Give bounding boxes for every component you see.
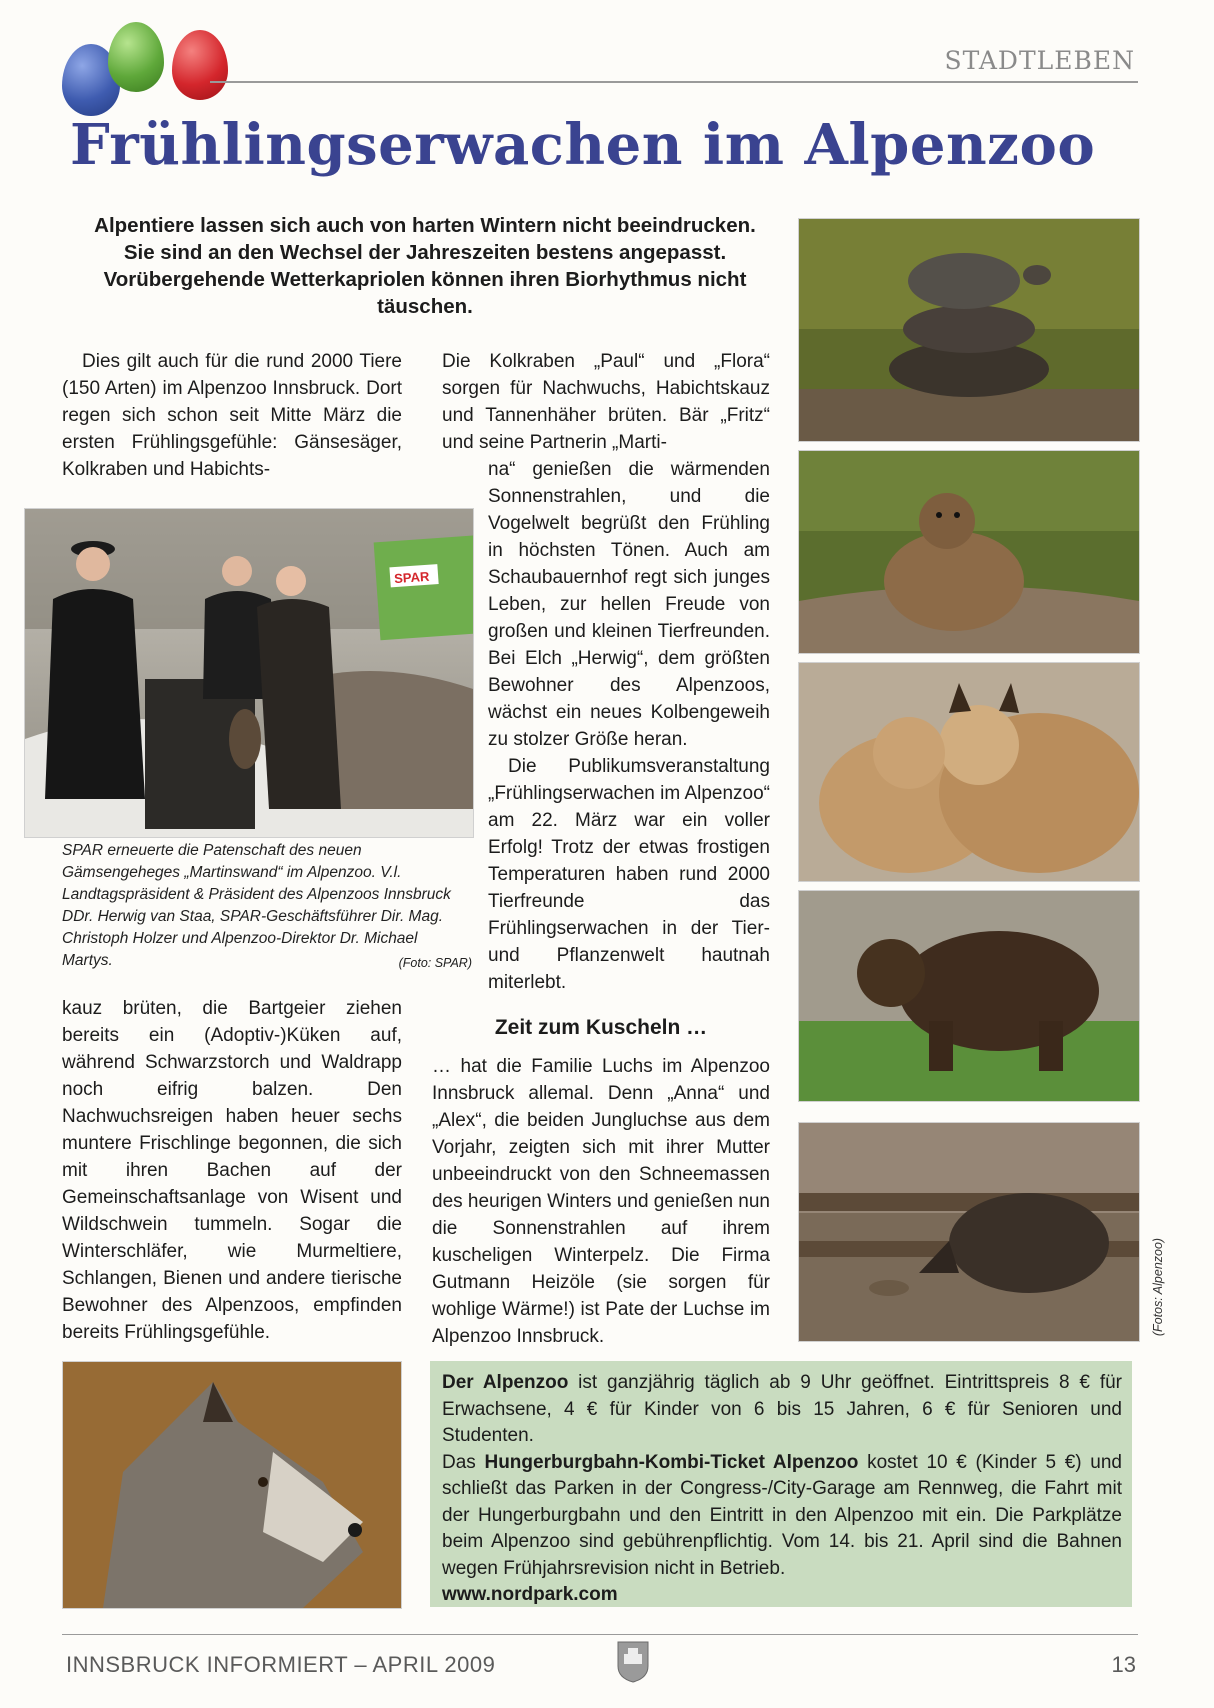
photo-caption [62, 840, 472, 974]
wolf-photo [62, 1361, 402, 1609]
paragraph: na“ genießen die wärmenden Sonnenstrahlen, und die Vogelwelt begrüßt den Frühling in höchsten Tönen. Auch am Schaubauernhof regt sich junges Leben, zur hellen Freude von großen und kleinen Tierfreunden. Bei Elch „Herwig“, dem größten Bewohner des Alpenzoos, wächst ein neues Kolbengeweih zu stolzer Größe heran. [488, 459, 770, 750]
footer-divider [62, 1634, 1138, 1635]
combi-ticket-title: Hungerburgbahn-Kombi-Ticket Alpenzoo [484, 1451, 859, 1473]
lynx-illustration [799, 663, 1139, 881]
side-photo-credit [1138, 1232, 1178, 1342]
subheading: Zeit zum Kuscheln … [494, 1016, 708, 1039]
infobox-text: ist ganzjährig täglich ab 9 Uhr geöffnet. Eintrittspreis 8 € für Erwachsene, 4 € für Kinder von 6 bis 15 Jahren, 6 € für Senioren und Studenten. [442, 1372, 1123, 1446]
spar-photo-illustration [25, 509, 473, 837]
page-number: 13 [1111, 1652, 1136, 1677]
spar-sign-text: SPAR [393, 568, 430, 587]
photo-credit: (Foto: SPAR) [398, 956, 472, 970]
marmot-illustration [799, 451, 1139, 653]
article-title: Frühlingserwachen im Alpenzoo [70, 112, 1096, 178]
article-column-left-top [62, 348, 402, 483]
paragraph: Die Publikumsveranstaltung „Frühlingserwachen im Alpenzoo“ am 22. März war ein voller Erfolg! Trotz der etwas frostigen Temperaturen haben rund 2000 Tierfreunde das Frühlingserwachen in der Tier- und Pflanzenwelt hautnah miterlebt. [488, 756, 770, 993]
wild-boar-illustration [799, 1123, 1139, 1341]
paragraph: kauz brüten, die Bartgeier ziehen bereits ein (Adoptiv-)Küken auf, während Schwarzstorch und Waldrapp noch eifrig balzen. Den Nachwuchsreigen haben heuer sechs muntere Frischlinge begonnen, die sich mit ihren Bachen auf der Gemeinschaftsanlage von Wisent und Wildschwein tummeln. Sogar die Winterschläfer, wie Murmeltiere, Schlangen, Bienen und andere tierische Bewohner des Alpenzoos, empfinden bereits Frühlingsgefühle. [62, 998, 402, 1343]
combi-ticket-text [442, 1450, 1122, 1583]
marmot-photo [798, 450, 1140, 654]
easter-eggs-icon [62, 22, 252, 122]
article-column-right-top [442, 348, 770, 456]
wolf-illustration [63, 1362, 401, 1608]
paragraph: … hat die Familie Luchs im Alpenzoo Innsbruck allemal. Denn „Anna“ und „Alex“, die beiden Jungluchse aus dem Vorjahr, zeigten sich mit ihrer Mutter unbeeindruckt von den Schneemassen des heurigen Winters und genießen nun die Sonnenstrahlen auf ihrem kuscheligen Winterpelz. Die Firma Gutmann Heizöle (sie sorgen für wohlige Wärme!) ist Pate der Luchse im Alpenzoo Innsbruck. [432, 1056, 771, 1347]
header-divider [210, 81, 1138, 83]
turtles-photo [798, 218, 1140, 442]
city-crest-icon [616, 1640, 650, 1684]
spar-sponsorship-photo [24, 508, 474, 838]
infobox-bold-lead: Der Alpenzoo [442, 1372, 569, 1393]
article-column-right-middle [488, 456, 770, 996]
infobox-text: kostet 10 € (Kinder 5 €) und schließt das Parken in der Congress-/City-Garage am Rennweg, die Fahrt mit der Hungerburgbahn und den Eintritt in den Alpenzoo mit ein. Die Parkplätze beim Alpenzoo sind gebührenpflichtig. Vom 14. bis 21. April sind die Bahnen wegen Frühjahrsrevision nicht in Betrieb. [442, 1451, 1122, 1579]
photo-caption-text: SPAR erneuerte die Patenschaft des neuen Gämsengeheges „Martinswand“ im Alpenzoo. V.l. Landtagspräsident & Präsident des Alpenzoos Innsbruck DDr. Herwig van Staa, SPAR-Geschäftsführer Dir. Mag. Christoph Holzer und Alpenzoo-Direktor Dr. Michael Martys. [62, 842, 451, 969]
article-column-left-bottom [62, 995, 402, 1346]
wild-boar-photo [798, 1122, 1140, 1342]
publication-footer: INNSBRUCK INFORMIERT – APRIL 2009 [66, 1652, 496, 1677]
side-photo-credit-text: (Fotos: Alpenzoo) [1151, 1237, 1165, 1337]
red-egg-icon [172, 30, 228, 100]
lynx-photo [798, 662, 1140, 882]
bear-illustration [799, 891, 1139, 1101]
bear-photo [798, 890, 1140, 1102]
paragraph: Dies gilt auch für die rund 2000 Tiere (150 Arten) im Alpenzoo Innsbruck. Dort regen sich schon seit Mitte März die ersten Frühlingsgefühle: Gänsesäger, Kolkraben und Habichts- [62, 351, 402, 480]
article-column-right-bottom [432, 1053, 770, 1350]
visitor-info-box [430, 1361, 1132, 1607]
turtles-illustration [799, 219, 1139, 441]
section-label: STADTLEBEN [944, 46, 1135, 75]
green-egg-icon [108, 22, 164, 92]
article-lead: Alpentiere lassen sich auch von harten Wintern nicht beeindrucken. Sie sind an den Wechsel der Jahreszeiten bestens angepasst. Vorübergehende Wetterkapriolen können ihren Biorhythmus nicht täuschen. [94, 214, 756, 318]
opening-hours-text [442, 1370, 1122, 1450]
nordpark-link[interactable]: www.nordpark.com [442, 1584, 618, 1605]
paragraph: Die Kolkraben „Paul“ und „Flora“ sorgen für Nachwuchs, Habichtskauz und Tannenhäher brüten. Bär „Fritz“ und seine Partnerin „Marti- [442, 351, 770, 453]
infobox-text: Das [442, 1451, 485, 1473]
